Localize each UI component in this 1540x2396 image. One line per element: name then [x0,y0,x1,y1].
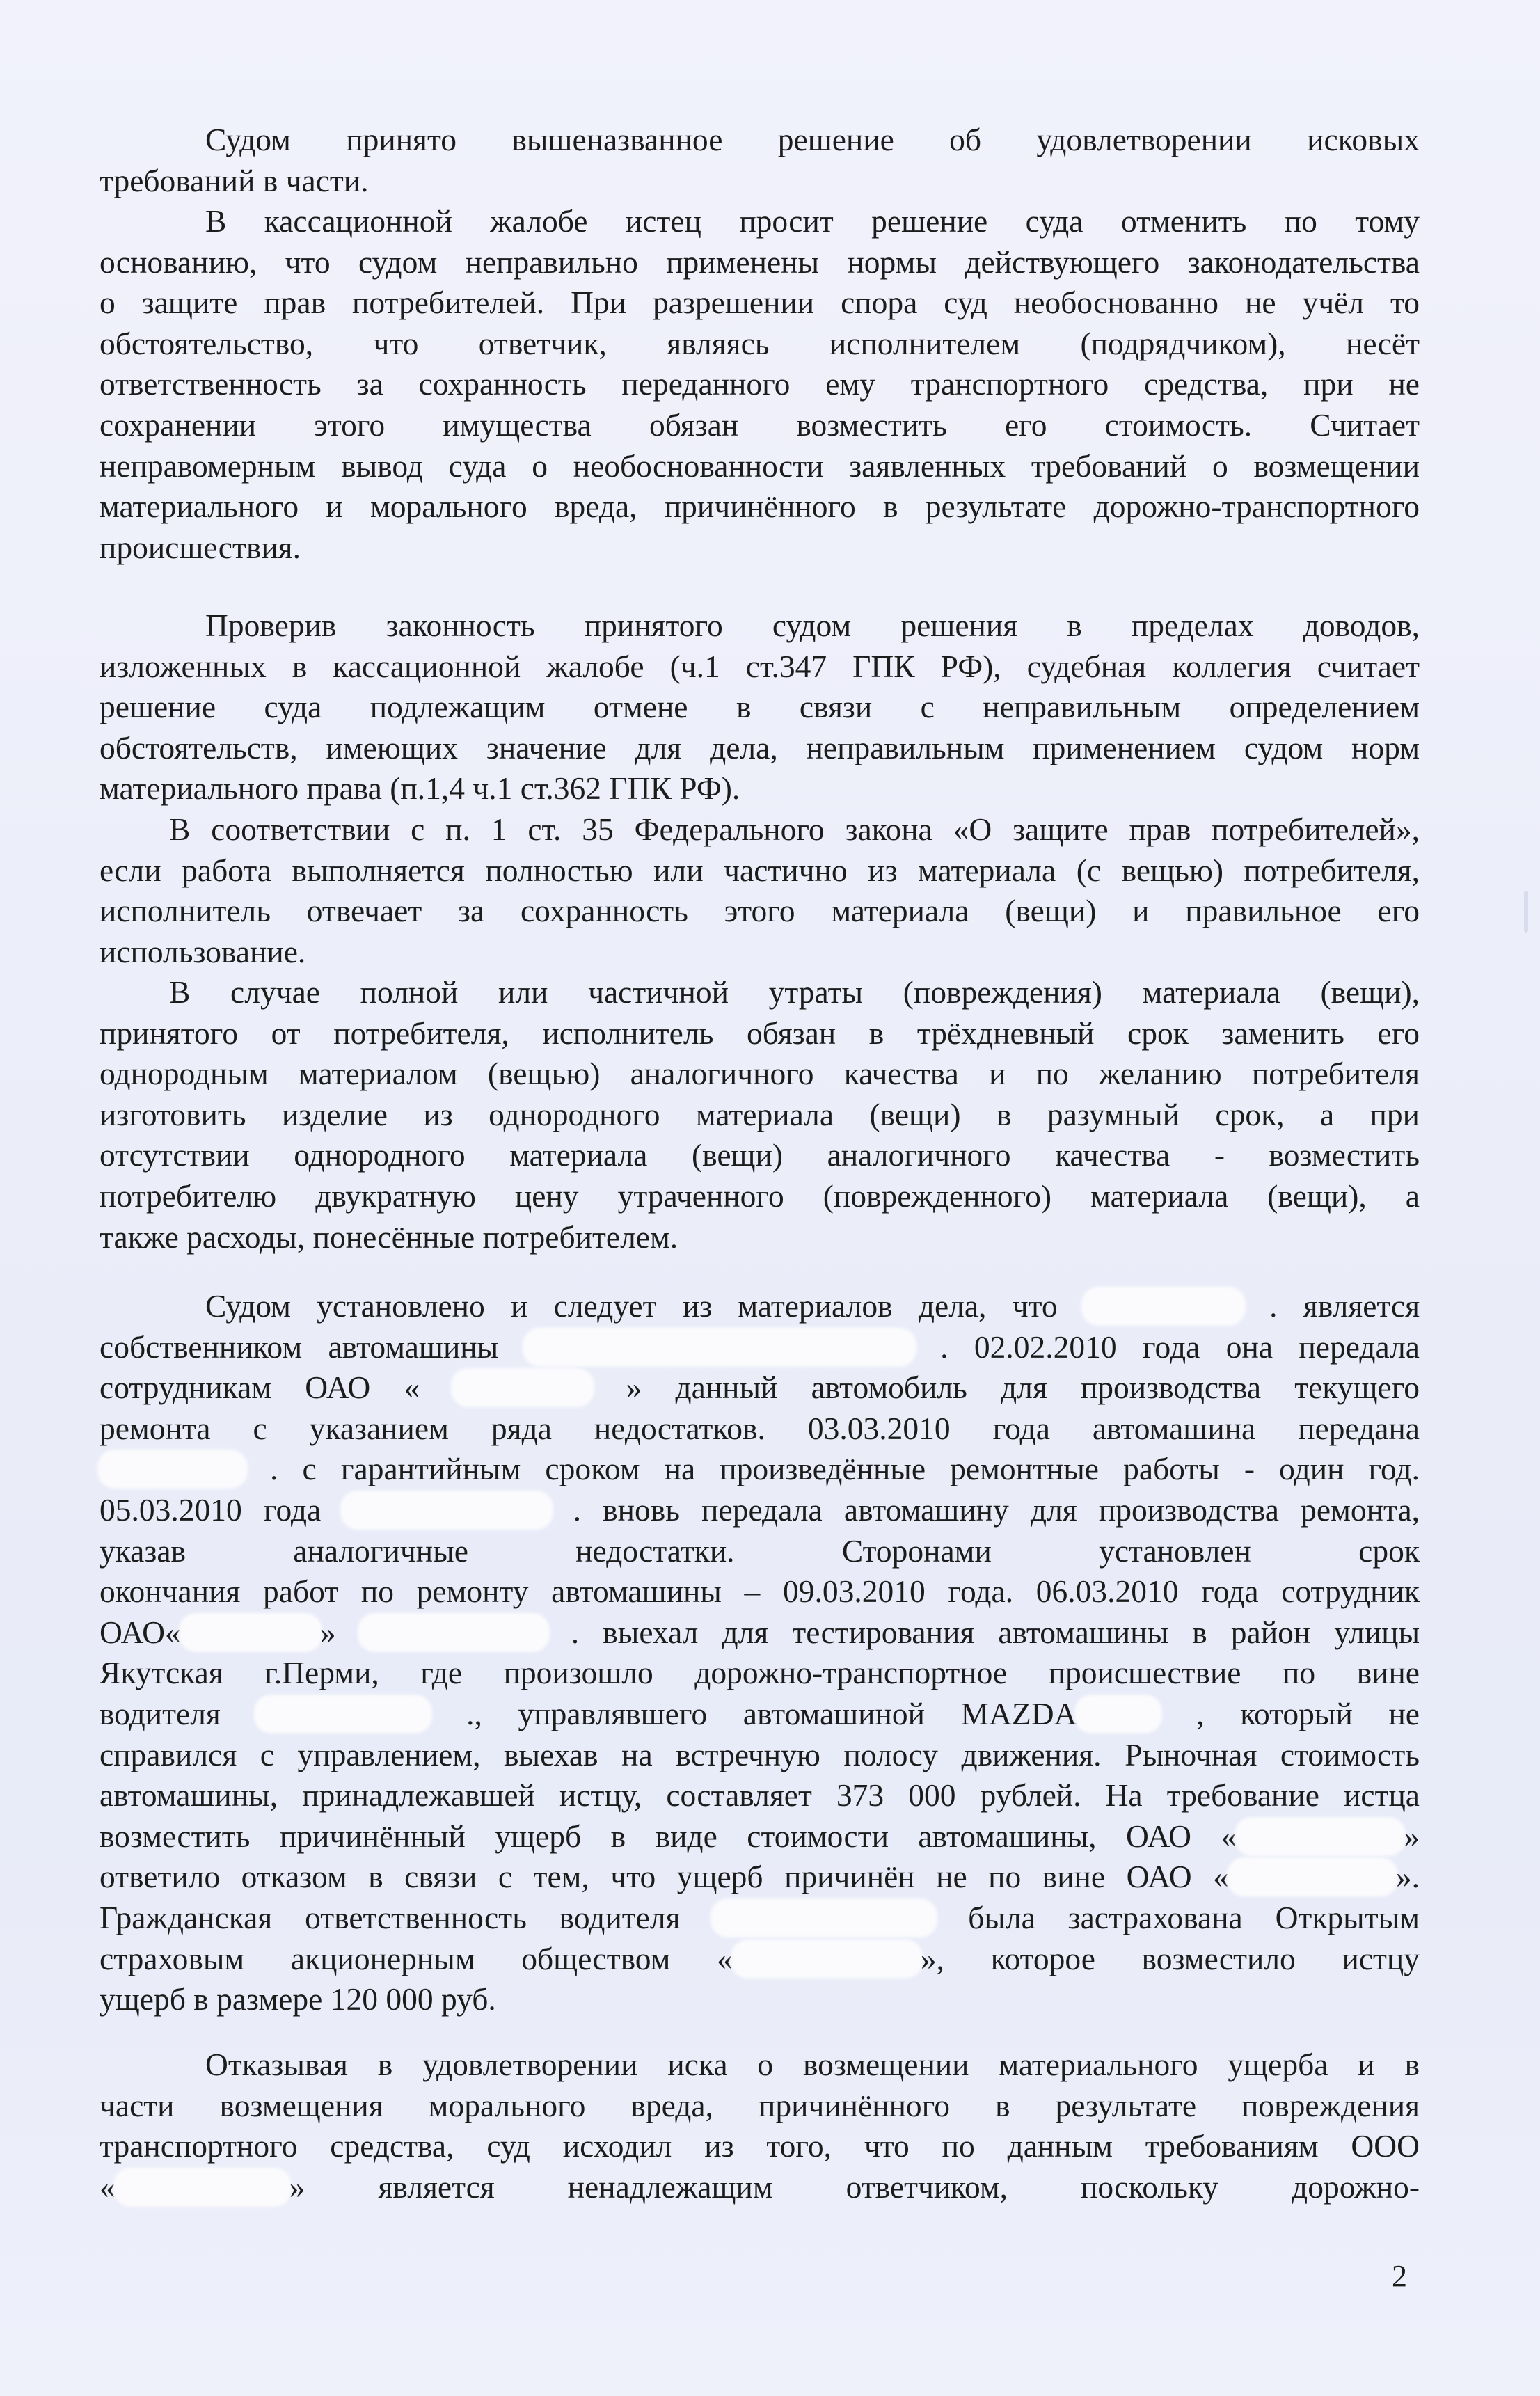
text-line: автомашины, принадлежавшей истцу, составляет 373 000 рублей. На требование истца [100,1777,1420,1814]
text-line [100,1816,1420,1857]
text-line: материального права (п.1,4 ч.1 ст.362 ГПК РФ). [100,770,740,807]
paragraph-cassation-appeal [100,201,1420,568]
text-segment: . вновь передала автомашину для производства ремонта, [573,1491,1420,1528]
redaction-mark [713,1901,935,1935]
text-line: окончания работ по ремонту автомашины – 09.03.2010 года. 06.03.2010 года сотрудник [100,1573,1420,1610]
text-line [100,1857,1420,1898]
text-segment: ОАО« [100,1614,181,1650]
text-line: В кассационной жалобе истец просит решение суда отменить по тому [205,203,1420,239]
text-line [100,1898,1420,1939]
text-segment: Гражданская ответственность водителя [100,1899,681,1935]
text-segment: . является [1269,1288,1420,1324]
text-segment: . с гарантийным сроком на произведённые ремонтные работы - один год. [270,1451,1420,1487]
text-segment: возместить причинённый ущерб в виде стоимости автомашины, ОАО « [100,1818,1237,1854]
text-line: если работа выполняется полностью или частично из материала (с вещью) потребителя, [100,852,1420,888]
text-line [100,1449,1420,1490]
text-segment: » [1404,1818,1420,1854]
paragraph-established-facts [100,1286,1420,2020]
text-line: ущерб в размере 120 000 руб. [100,1981,496,2017]
text-line: Отказывая в удовлетворении иска о возмещении материального ущерба и в [205,2047,1420,2082]
text-segment: ». [1395,1859,1420,1895]
text-line: изготовить изделие из однородного материала (вещи) в разумный срок, а при [100,1096,1420,1132]
text-line [100,1612,1420,1653]
text-segment: водителя [100,1695,221,1731]
text-segment: Судом установлено и следует из материалов дела, что [205,1288,1058,1324]
text-line: материального и морального вреда, причинённого в результате дорожно-транспортного [100,489,1420,525]
text-line [100,1694,1420,1735]
text-line: о защите прав потребителей. При разрешении спора суд необоснованно не учёл то [100,285,1420,321]
redaction-mark [1229,1859,1396,1894]
redaction-mark [733,1942,921,1976]
text-line: В случае полной или частичной утраты (повреждения) материала (вещи), [169,974,1420,1010]
scan-artifact [1524,891,1528,933]
text-segment: », которое возместило истцу [920,1940,1420,1976]
text-line: также расходы, понесённые потребителем. [100,1219,678,1255]
redaction-mark [181,1615,320,1650]
text-segment: сотрудникам ОАО « [100,1370,420,1406]
text-segment: . выехал для тестирования автомашины в район улицы [571,1614,1420,1650]
redaction-mark [116,2170,289,2205]
text-segment: страховым акционерным обществом « [100,1940,733,1976]
text-line: отсутствии однородного материала (вещи) аналогичного качества - возместить [100,1137,1420,1173]
redaction-mark [525,1330,914,1365]
text-line: Судом принято вышеназванное решение об удовлетворении исковых [205,122,1420,157]
text-line: решение суда подлежащим отмене в связи с неправильным определением [100,689,1420,725]
redaction-mark [453,1370,592,1405]
text-line [100,1939,1420,1980]
text-line: принятого от потребителя, исполнитель обязан в трёхдневный срок заменить его [100,1015,1420,1051]
paragraph-legality-check [100,605,1420,809]
text-line: В соответствии с п. 1 ст. 35 Федерального закона «О защите прав потребителей», [169,811,1420,847]
text-segment: . 02.02.2010 года она передала [940,1328,1420,1365]
text-segment: ., управлявшего автомашиной MAZDA [466,1695,1077,1731]
text-segment: » данный автомобиль для производства текущего [626,1370,1420,1406]
text-line [100,1327,1420,1368]
text-line [100,1367,1420,1409]
text-line: использование. [100,933,306,969]
text-line [100,2167,1420,2208]
text-line: справился с управлением, выехав на встречную полосу движения. Рыночная стоимость [100,1736,1420,1772]
text-segment: , который не [1196,1695,1420,1731]
paragraph-loss-of-material [100,972,1420,1257]
text-line: однородным материалом (вещью) аналогичного качества и по желанию потребителя [100,1056,1420,1092]
text-line: Якутская г.Перми, где произошло дорожно-транспортное происшествие по вине [100,1655,1420,1691]
text-line: неправомерным вывод суда о необоснованности заявленных требований о возмещении [100,447,1420,484]
redaction-mark [1083,1289,1244,1324]
paragraph-refusal-reasoning [100,2045,1420,2207]
redaction-mark [360,1615,548,1650]
text-line: ответственность за сохранность переданного ему транспортного средства, при не [100,366,1420,402]
text-line: изложенных в кассационной жалобе (ч.1 ст.347 ГПК РФ), судебная коллегия считает [100,648,1420,684]
text-line: транспортного средства, суд исходил из того, что по данным требованиям ООО [100,2128,1420,2164]
text-line: сохранении этого имущества обязан возместить его стоимость. Считает [100,406,1420,443]
redaction-mark [1237,1819,1404,1854]
text-segment: » является ненадлежащим ответчиком, поскольку дорожно- [289,2168,1420,2205]
redaction-mark [342,1493,551,1528]
text-line: требований в части. [100,162,369,198]
text-line: потребителю двукратную цену утраченного (поврежденного) материала (вещи), а [100,1177,1420,1214]
paragraph-decision-granted [100,120,1420,201]
paragraph-consumer-law-art35 [100,809,1420,972]
redaction-mark [256,1697,430,1731]
text-line: основанию, что судом неправильно применены нормы действующего законодательства [100,244,1420,280]
text-line: ремонта с указанием ряда недостатков. 03.03.2010 года автомашина передана [100,1410,1420,1446]
text-segment: » [319,1614,336,1650]
redaction-mark [100,1452,246,1486]
text-line: происшествия. [100,529,301,565]
text-segment: собственником автомашины [100,1328,499,1365]
text-segment: « [100,2168,116,2205]
text-segment: ответило отказом в связи с тем, что ущерб причинён не по вине ОАО « [100,1859,1229,1895]
text-segment: была застрахована Открытым [968,1899,1420,1935]
redaction-mark [1077,1697,1160,1731]
text-line: обстоятельств, имеющих значение для дела, неправильным применением судом норм [100,729,1420,765]
text-line: указав аналогичные недостатки. Сторонами установлен срок [100,1532,1420,1569]
page-number: 2 [1392,2259,1407,2293]
text-line: исполнитель отвечает за сохранность этого материала (вещи) и правильное его [100,893,1420,929]
text-line: обстоятельство, что ответчик, являясь исполнителем (подрядчиком), несёт [100,325,1420,361]
text-segment: 05.03.2010 года [100,1491,322,1528]
text-line [100,1490,1420,1531]
text-line: части возмещения морального вреда, причинённого в результате повреждения [100,2087,1420,2123]
text-line: Проверив законность принятого судом решения в пределах доводов, [205,608,1420,643]
text-line [100,1286,1420,1327]
